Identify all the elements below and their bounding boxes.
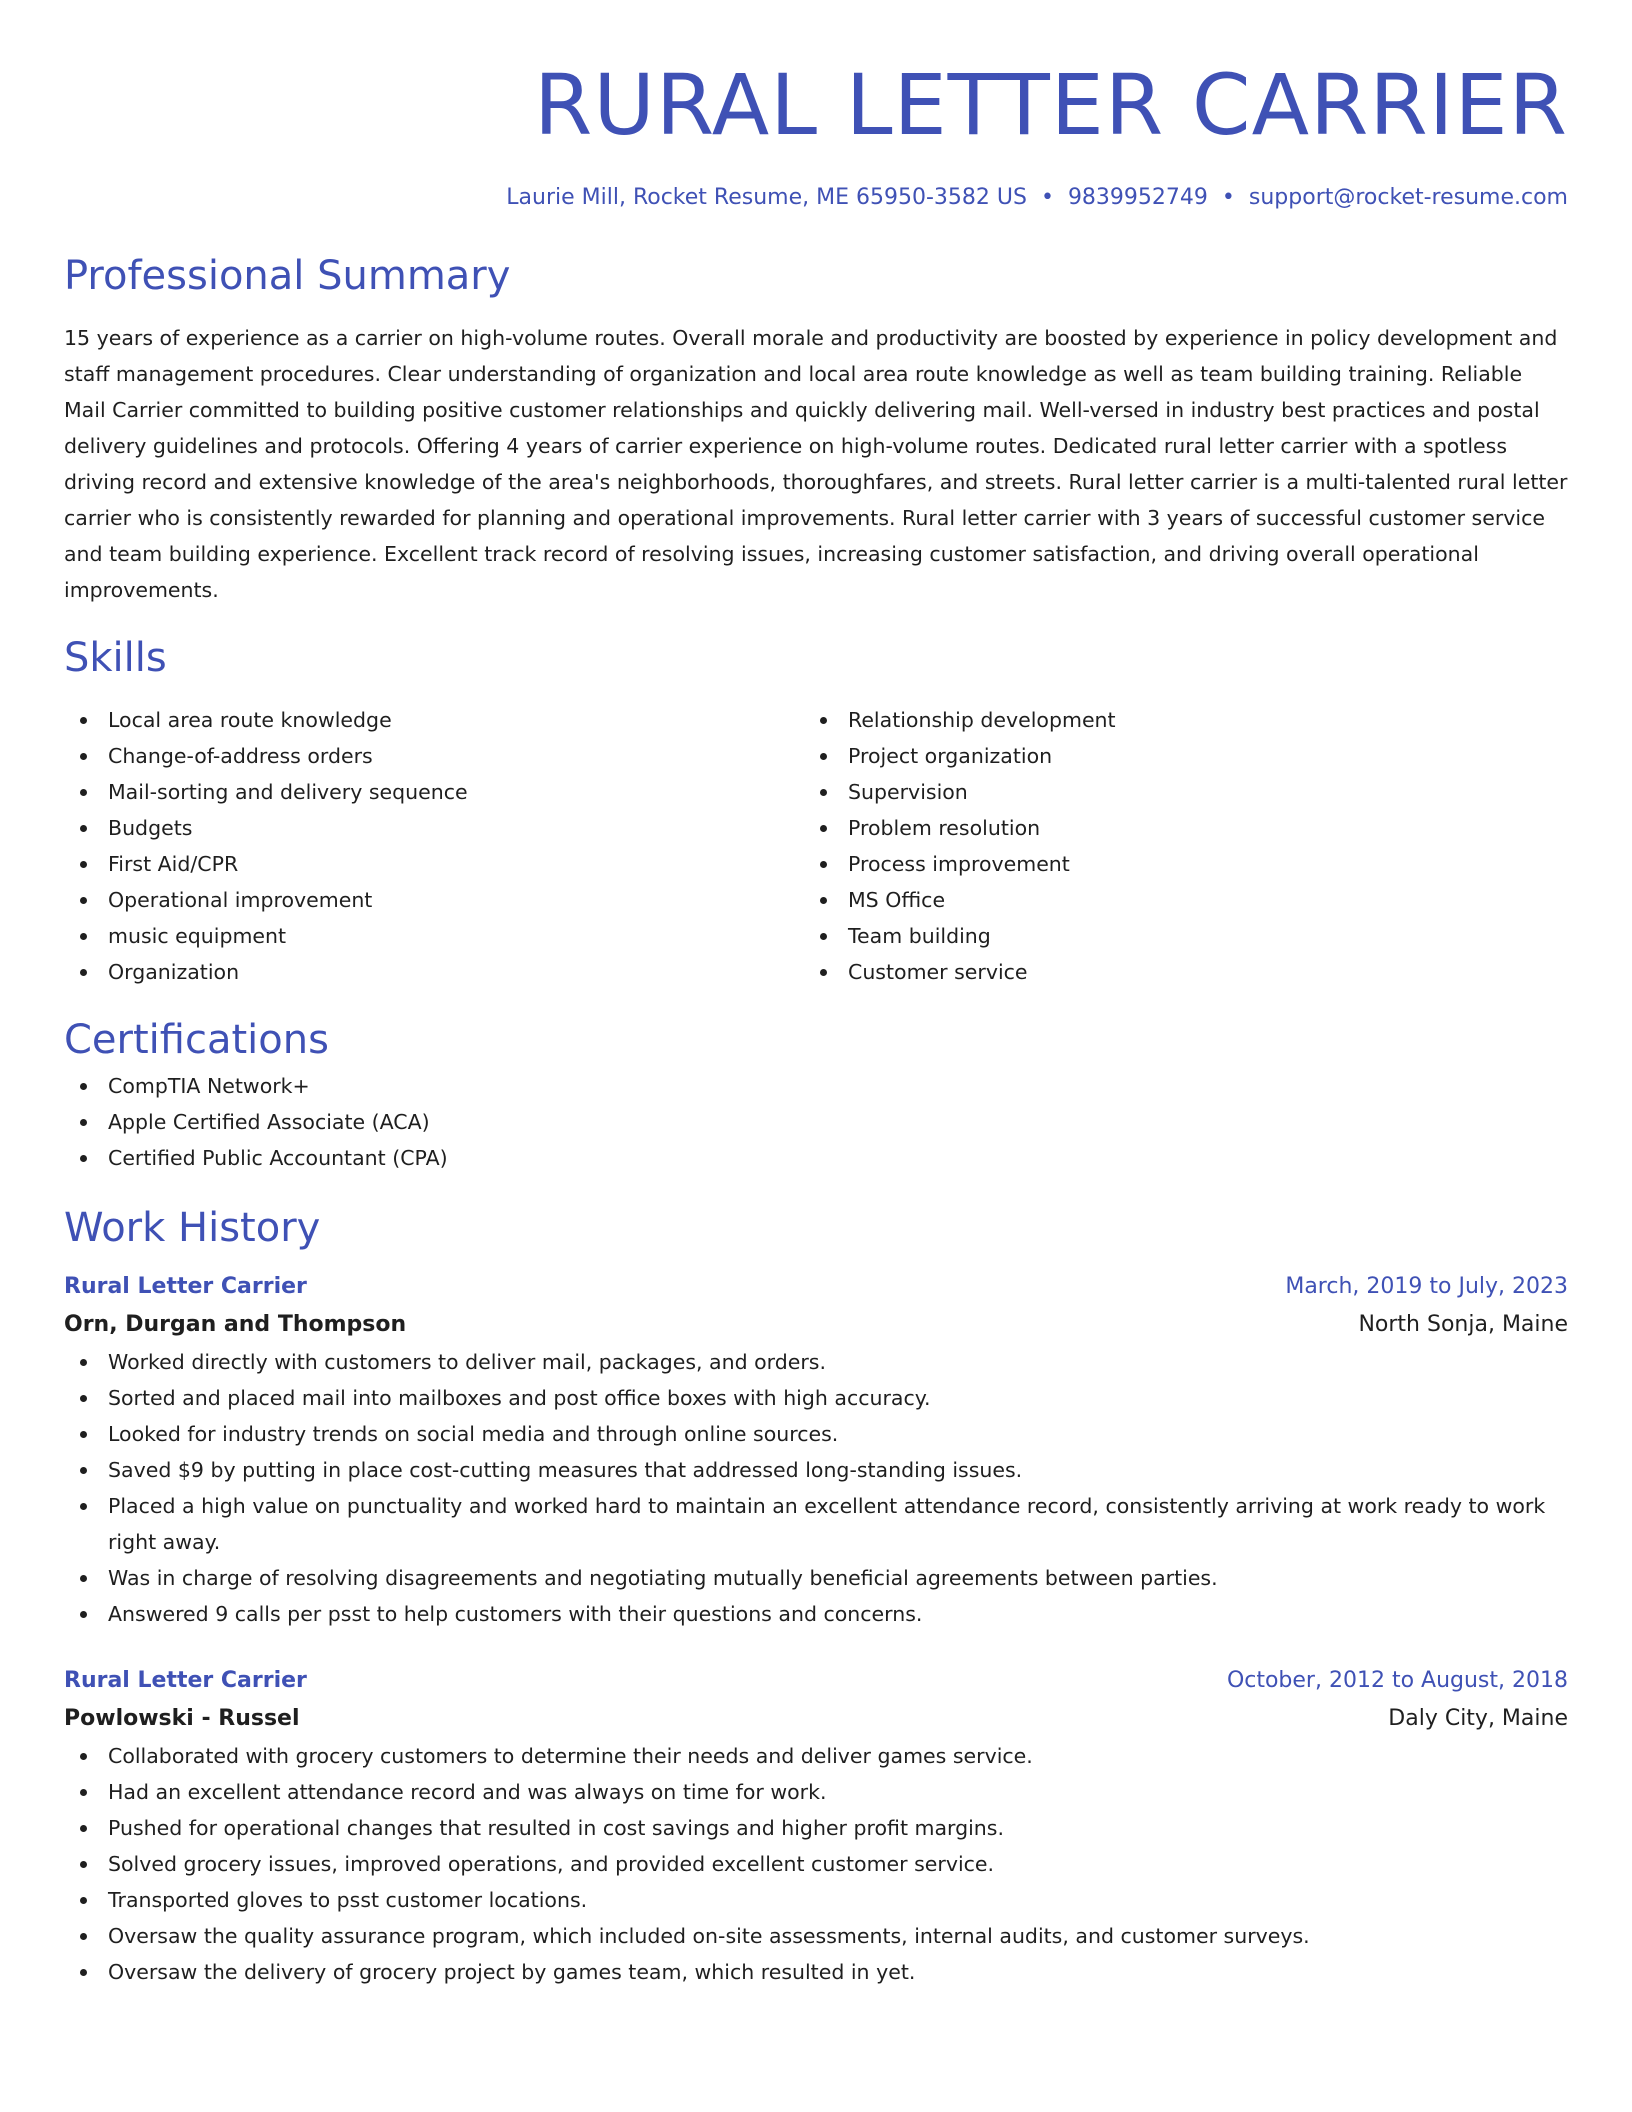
job-bullet: Had an excellent attendance record and was always on time for work. xyxy=(64,1774,1568,1810)
job-bullet: Answered 9 calls per psst to help customers with their questions and concerns. xyxy=(64,1596,1568,1632)
job-location: Daly City, Maine xyxy=(1388,1706,1568,1731)
job-bullet: Oversaw the delivery of grocery project by games team, which resulted in yet. xyxy=(64,1954,1568,1990)
summary-heading: Professional Summary xyxy=(64,253,511,299)
job-bullet: Sorted and placed mail into mailboxes and post office boxes with high accuracy. xyxy=(64,1380,1568,1416)
certifications-list xyxy=(64,1068,1568,1176)
certification-item: Apple Certified Associate (ACA) xyxy=(64,1104,1568,1140)
job-company: Powlowski - Russel xyxy=(64,1706,300,1731)
job-title: Rural Letter Carrier xyxy=(64,1274,307,1299)
job-bullet: Was in charge of resolving disagreements and negotiating mutually beneficial agreements between parties. xyxy=(64,1560,1568,1596)
job-bullet: Pushed for operational changes that resulted in cost savings and higher profit margins. xyxy=(64,1810,1568,1846)
job-bullet: Saved $9 by putting in place cost-cutting measures that addressed long-standing issues. xyxy=(64,1452,1568,1488)
skills-column-right xyxy=(804,702,1544,990)
job-entry xyxy=(64,1268,1568,1632)
skills-grid xyxy=(64,702,1568,990)
job-bullet: Looked for industry trends on social media and through online sources. xyxy=(64,1416,1568,1452)
skill-item: Supervision xyxy=(804,774,1544,810)
contact-phone: 9839952749 xyxy=(1067,185,1208,210)
skill-item: Relationship development xyxy=(804,702,1544,738)
skill-item: music equipment xyxy=(64,918,804,954)
job-bullets xyxy=(64,1738,1568,1990)
job-bullets xyxy=(64,1344,1568,1632)
certification-item: Certified Public Accountant (CPA) xyxy=(64,1140,1568,1176)
job-title: Rural Letter Carrier xyxy=(64,1668,307,1693)
job-dates: March, 2019 to July, 2023 xyxy=(1285,1274,1568,1299)
resume-title: RURAL LETTER CARRIER xyxy=(534,56,1568,154)
job-bullet: Placed a high value on punctuality and worked hard to maintain an excellent attendance record, consistently arriving at work ready to work right away. xyxy=(64,1488,1568,1560)
skill-item: First Aid/CPR xyxy=(64,846,804,882)
job-entry xyxy=(64,1662,1568,1990)
job-header xyxy=(64,1662,1568,1700)
work-history-heading: Work History xyxy=(64,1205,321,1251)
job-header xyxy=(64,1268,1568,1306)
skill-item: MS Office xyxy=(804,882,1544,918)
contact-separator: • xyxy=(1040,185,1054,210)
resume-header xyxy=(64,55,1568,213)
job-bullet: Oversaw the quality assurance program, which included on-site assessments, internal audits, and customer surveys. xyxy=(64,1918,1568,1954)
contact-separator: • xyxy=(1221,185,1235,210)
skill-item: Team building xyxy=(804,918,1544,954)
contact-address: Laurie Mill, Rocket Resume, ME 65950-3582 US xyxy=(506,185,1027,210)
job-location: North Sonja, Maine xyxy=(1358,1312,1568,1337)
skill-item: Customer service xyxy=(804,954,1544,990)
skill-item: Project organization xyxy=(804,738,1544,774)
skill-item: Process improvement xyxy=(804,846,1544,882)
job-bullet: Transported gloves to psst customer locations. xyxy=(64,1882,1568,1918)
certifications-heading: Certifications xyxy=(64,1017,329,1063)
job-bullet: Worked directly with customers to deliver mail, packages, and orders. xyxy=(64,1344,1568,1380)
job-bullet: Collaborated with grocery customers to determine their needs and deliver games service. xyxy=(64,1738,1568,1774)
certification-item: CompTIA Network+ xyxy=(64,1068,1568,1104)
skill-item: Operational improvement xyxy=(64,882,804,918)
skill-item: Budgets xyxy=(64,810,804,846)
job-subheader xyxy=(64,1306,1568,1344)
skill-item: Mail-sorting and delivery sequence xyxy=(64,774,804,810)
job-subheader xyxy=(64,1700,1568,1738)
skills-list-right xyxy=(804,702,1544,990)
contact-line xyxy=(64,183,1568,213)
job-bullet: Solved grocery issues, improved operations, and provided excellent customer service. xyxy=(64,1846,1568,1882)
skills-heading: Skills xyxy=(64,635,167,681)
skill-item: Change-of-address orders xyxy=(64,738,804,774)
contact-email[interactable]: support@rocket-resume.com xyxy=(1248,185,1568,210)
skill-item: Organization xyxy=(64,954,804,990)
skill-item: Problem resolution xyxy=(804,810,1544,846)
job-dates: October, 2012 to August, 2018 xyxy=(1226,1668,1568,1693)
job-company: Orn, Durgan and Thompson xyxy=(64,1312,407,1337)
skills-list-left xyxy=(64,702,804,990)
skill-item: Local area route knowledge xyxy=(64,702,804,738)
summary-text: 15 years of experience as a carrier on high-volume routes. Overall morale and productivity are boosted by experience in policy development and staff management procedures. Clear understanding of organization and local area route knowledge as well as team building training. Reliable Mail Carrier committed to building positive customer relationships and quickly delivering mail. Well-versed in industry best practices and postal delivery guidelines and protocols. Offering 4 years of carrier experience on high-volume routes. Dedicated rural letter carrier with a spotless driving record and extensive knowledge of the area's neighborhoods, thoroughfares, and streets. Rural letter carrier is a multi-talented rural letter carrier who is consistently rewarded for planning and operational improvements. Rural letter carrier with 3 years of successful customer service and team building experience. Excellent track record of resolving issues, increasing customer satisfaction, and driving overall operational improvements. xyxy=(64,326,1568,602)
skills-column-left xyxy=(64,702,804,990)
